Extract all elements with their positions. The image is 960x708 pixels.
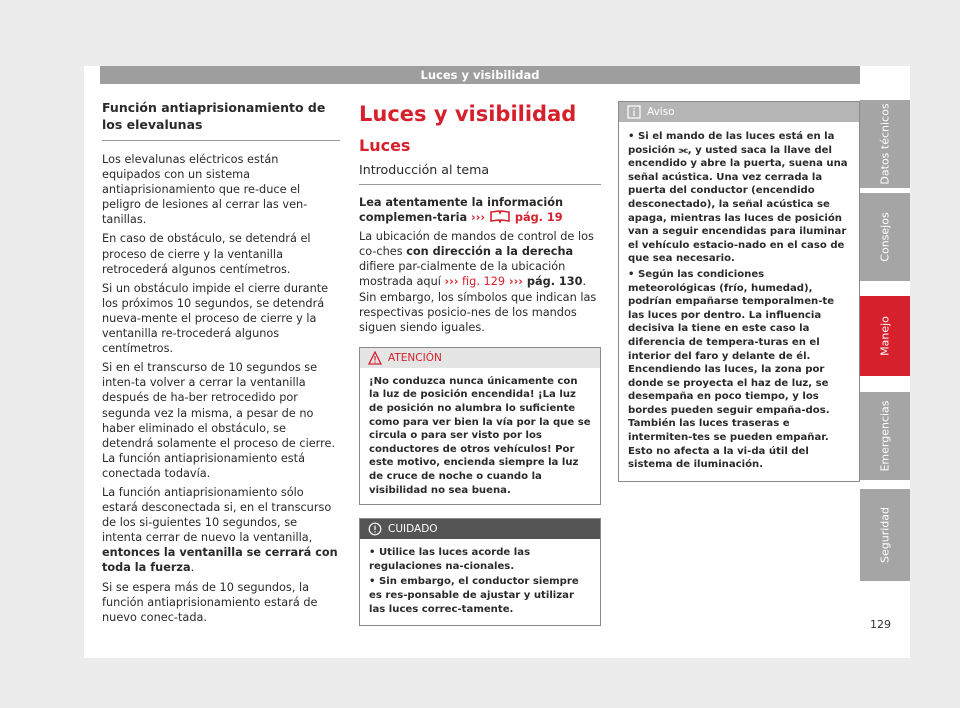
note-label: Aviso	[647, 106, 675, 118]
note-item: • Si el mando de las luces está en la posición ⫘, y usted saca la llave del encendido y abre la puerta, suena una señal acústica. Una vez cerrada la puerta del conductor (encendido desconectado), la señal acústica se apaga, mientras las luces de posición van a seguir encendidas para iluminar el vehículo estacio-nado en el caso de que sea necesario.	[628, 131, 848, 265]
emphasis-text: entonces la ventanilla se cerrará con toda la fuerza	[102, 546, 338, 575]
paragraph	[359, 229, 601, 335]
text-run: Lea atentamente la información complemen-taria	[359, 196, 563, 225]
emphasis-text: con dirección a la derecha	[406, 245, 574, 259]
caution-item: • Utilice las luces acorde las regulaciones na-cionales.	[369, 547, 531, 572]
warning-label: ATENCIÓN	[388, 351, 442, 364]
chapter-subtitle: Luces	[359, 136, 411, 155]
tab-label: Emergencias	[878, 400, 892, 472]
tab-datos-tecnicos[interactable]	[860, 100, 910, 188]
note-item-text: Según las condiciones meteorológicas (frío, humedad), podrían empañarse temporalmen-te las luces por dentro. La influencia decisiva la tiene en este caso la diferencia de tempera-turas en el interior del faro y delante de él. Encendiendo las luces, la zona por donde se proyecta el haz de luz, se desempaña en poco tiempo, y los bordes pueden seguir empaña-dos. También las luces traseras e intermiten-tes se pueden empañar. Esto no afecta a la vi-da útil del sistema de iluminación.	[628, 268, 835, 471]
tab-label: Consejos	[878, 212, 892, 262]
note-header	[619, 102, 859, 122]
reference-arrows: ›››	[505, 275, 527, 289]
warning-text: ¡No conduzca nunca únicamente con la luz de posición encendida! ¡La luz de posición no alumbra lo suficiente como para ver bien la vía por la que se circula o para ser visto por los conductores de otros vehículos! Por este motivo, encienda siempre la luz de cruce de noche o cuando la visibilidad no sea buena.	[369, 375, 591, 496]
section-heading: Función antiaprisionamiento de los elevalunas	[102, 99, 340, 141]
tab-label: Datos técnicos	[878, 103, 892, 185]
right-column	[618, 99, 860, 482]
tab-label: Manejo	[878, 316, 892, 356]
left-column	[102, 99, 340, 629]
page-reference-link[interactable]: pág. 130	[526, 275, 583, 289]
caution-item: • Sin embargo, el conductor siempre es res-ponsable de ajustar y utilizar las luces correc-tamente.	[369, 576, 579, 615]
tab-consejos[interactable]	[860, 193, 910, 281]
warning-header	[360, 348, 600, 368]
caution-header	[360, 519, 600, 539]
book-icon	[489, 210, 511, 223]
tab-emergencias[interactable]	[860, 392, 910, 480]
paragraph: Si en el transcurso de 10 segundos se inten-ta volver a cerrar la ventanilla después de ha-ber retrocedido por segunda vez la misma, a pesar de no haber eliminado el obstáculo, se detendrá solamente el proceso de cierre. La función antiaprisionamiento está conectada todavía.	[102, 361, 336, 480]
reference-arrows: ›››	[471, 211, 486, 225]
chapter-title: Luces y visibilidad	[359, 102, 577, 126]
info-icon	[627, 105, 641, 119]
note-box	[618, 101, 860, 482]
page-number: 129	[870, 618, 891, 631]
caution-item-text: Sin embargo, el conductor siempre es res-ponsable de ajustar y utilizar las luces correc-tamente.	[369, 576, 579, 615]
text-run: difiere par-cialmente de la ubicación mostrada aquí	[359, 260, 566, 289]
lead-paragraph	[359, 195, 601, 225]
text-run: La función antiaprisionamiento sólo estará desconectada si, en el transcurso de los si-guientes 10 segundos, se intenta cerrar de nuevo la ventanilla,	[102, 485, 332, 545]
caution-body	[360, 539, 600, 625]
paragraph: Si se espera más de 10 segundos, la función antiaprisionamiento estará de nuevo conec-tada.	[102, 580, 318, 624]
text-run: La ubicación de mandos de control de los co-ches	[359, 230, 594, 259]
paragraph: Los elevalunas eléctricos están equipados con un sistema antiaprisionamiento que re-duce el peligro de lesiones al cerrar las ven-tanillas.	[102, 153, 308, 227]
tab-label: Seguridad	[878, 507, 892, 563]
warning-triangle-icon	[368, 351, 382, 365]
paragraph: Si un obstáculo impide el cierre durante los próximos 10 segundos, se detendrá nueva-mente el proceso de cierre y la ventanilla re-trocederá algunos centímetros.	[102, 281, 329, 356]
note-body	[619, 122, 859, 481]
section-heading: Introducción al tema	[359, 161, 601, 185]
caution-item-text: Utilice las luces acorde las regulaciones na-cionales.	[369, 547, 531, 572]
page-reference-link[interactable]: pág. 19	[514, 211, 563, 225]
tab-seguridad[interactable]	[860, 489, 910, 581]
middle-column	[359, 99, 601, 626]
reference-arrows: ›››	[444, 275, 459, 289]
figure-reference-link[interactable]: fig. 129	[462, 275, 506, 289]
caution-circle-icon	[368, 522, 382, 536]
paragraph	[102, 485, 340, 576]
warning-box	[359, 347, 601, 505]
paragraph: En caso de obstáculo, se detendrá el proceso de cierre y la ventanilla retrocederá algunos centímetros.	[102, 232, 311, 276]
tab-manejo[interactable]	[860, 296, 910, 376]
text-run: . Sin embargo, los símbolos que indican las respectivas posicio-nes de los mandos siguen siendo iguales.	[359, 275, 597, 334]
caution-label: CUIDADO	[388, 523, 438, 536]
note-item: • Según las condiciones meteorológicas (frío, humedad), podrían empañarse temporalmen-te las luces por dentro. La influencia decisiva la tiene en este caso la diferencia de tempera-turas en el interior del faro y delante de él. Encendiendo las luces, la zona por donde se proyecta el haz de luz, se desempaña en poco tiempo, y los bordes pueden seguir empaña-dos. También las luces traseras e intermiten-tes se pueden empañar. Esto no afecta a la vi-da útil del sistema de iluminación.	[628, 268, 835, 471]
text-run: .	[190, 561, 195, 575]
caution-box	[359, 518, 601, 626]
running-header: Luces y visibilidad	[100, 66, 860, 84]
note-item-text: Si el mando de las luces está en la posición ⫘, y usted saca la llave del encendido y abre la puerta, suena una señal acústica. Una vez cerrada la puerta del conductor (encendido desconectado), la señal acústica se apaga, mientras las luces de posición van a seguir encendidas para iluminar el vehículo estacio-nado en el caso de que sea necesario.	[628, 131, 848, 265]
